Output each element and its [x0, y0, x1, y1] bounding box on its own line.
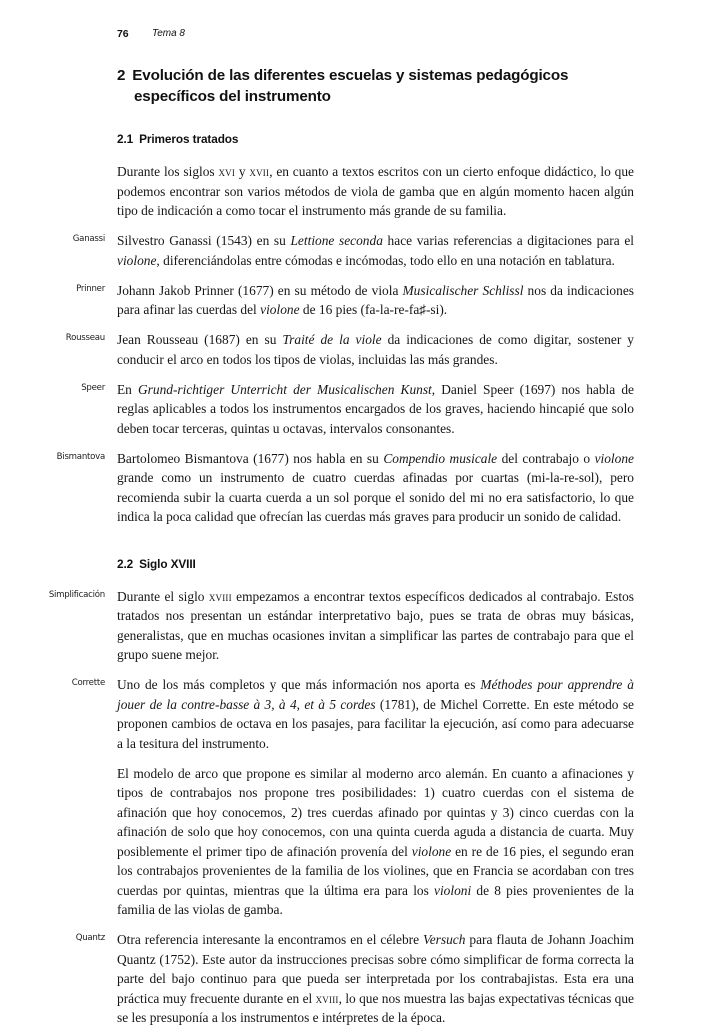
text-run: Uno de los más completos y que más información nos aporta es [117, 677, 481, 692]
text-run: En [117, 381, 138, 397]
italic-title-run: violone [260, 302, 300, 317]
italic-title-run: Lettione seconda [290, 233, 383, 248]
space-after-subsection-heading [117, 572, 634, 587]
space-between-paragraphs [117, 320, 634, 331]
text-run: da indicaciones de como digitar, sostener y conducir el arco en todos los tipos de violas, incluidas las más grandes. [117, 332, 634, 367]
page-number: 76 [117, 28, 129, 40]
section-content-flow [48, 107, 634, 1028]
small-caps-numeral: xvi [218, 164, 236, 179]
space-after-subsection-heading [117, 147, 634, 162]
body-paragraph [48, 587, 634, 665]
text-run: de 8 pies provenientes de la familia de las violas de gamba. [117, 882, 634, 917]
subsection-heading [117, 557, 634, 572]
body-paragraph [56, 449, 634, 527]
body-paragraph [81, 380, 634, 439]
text-run: , Daniel Speer (1697) nos habla de reglas aplicables a todos los instrumentos encargados de los graves, haciendo hincapié que solo deben tocar terceras, quintas u octavas, intervalos consonantes. [117, 381, 634, 436]
text-run: grande como un instrumento de cuatro cuerdas afinadas por cuartas (mi-la-re-sol), pero recomienda subir la cuarta cuerda a un sol porque el sonido del mi no era satisfactorio, lo que indica la poca calidad que ofrecían las cuerdas más graves para producir un sonido de calidad. [117, 470, 634, 524]
text-run: Durante los siglos [117, 164, 219, 179]
section-number: 2 [117, 67, 126, 84]
margin-note: Quantz [75, 933, 105, 943]
italic-title-run: violone [594, 450, 634, 466]
body-paragraph [76, 281, 634, 320]
body-paragraph [71, 675, 634, 753]
running-head-title: Tema 8 [152, 28, 185, 39]
space-before-subsection-heading [117, 527, 634, 557]
small-caps-numeral: xviii [315, 990, 339, 1006]
italic-title-run: violone [117, 252, 157, 268]
text-run: Otra referencia interesante la encontramos en el célebre [117, 932, 424, 947]
space-between-paragraphs [117, 753, 634, 764]
italic-title-run: Compendio musicale [383, 450, 498, 466]
text-run: hace varias referencias a digitaciones para el [382, 233, 634, 248]
italic-title-run: violone [411, 843, 452, 859]
margin-note: Ganassi [72, 234, 105, 244]
body-paragraph [117, 764, 634, 920]
margin-note: Corrette [71, 678, 105, 688]
subsection-title: Primeros tratados [139, 132, 239, 146]
small-caps-numeral: xvii [249, 164, 270, 179]
body-paragraph [65, 330, 634, 369]
italic-title-run: Grund-richtiger Unterricht der Musicalischen Kunst [138, 381, 432, 397]
text-run: , diferenciándolas entre cómodas e incómodas, todo ello en una notación en tablatura. [156, 252, 615, 268]
text-run: Johann Jakob Prinner (1677) en su método de viola [117, 282, 403, 298]
text-run: El modelo de arco que propone es similar al moderno arco alemán. En cuanto a afinaciones y tipos de contrabajos nos propone tres posibilidades: 1) cuatro cuerdas con el sistema de afinación que hoy conocemos, 2) tres cuerdas afinado por quintas y 3) cinco cuerdas con la afinación de solo que hoy conocemos, con una quinta cuerda aguda a distancia de cuarta. Muy posiblemente el primer tipo de afinación provenía del [117, 765, 634, 859]
subsection-number: 2.2 [117, 556, 134, 571]
subsection-title: Siglo XVIII [139, 556, 196, 571]
text-run: Bartolomeo Bismantova (1677) nos habla en su [117, 450, 384, 466]
space-between-paragraphs [117, 369, 634, 380]
text-run: (1781), de Michel Corrette. En este método se proponen cambios de octava en los pasajes, para facilitar la ejecución, así como para adecuarse a la tesitura del instrumento. [117, 696, 634, 751]
space-between-paragraphs [117, 221, 634, 232]
italic-title-run: violoni [434, 882, 472, 898]
text-run: empezamos a encontrar textos específicos dedicados al contrabajo. Estos tratados nos presentan un estándar interpretativo bajo, pues se trata de obras muy básicas, generalistas, que en muchas ocasiones invitan a simplificar las partes de contrabajo para que el grupo suene mejor. [117, 588, 634, 662]
italic-title-run: Traité de la viole [282, 332, 382, 347]
margin-note: Bismantova [56, 451, 105, 462]
text-run: de 16 pies (fa-la-re-fa♯-si). [299, 302, 448, 317]
body-paragraph [117, 162, 634, 221]
italic-title-run: Musicalischer Schlissl [402, 282, 524, 298]
space-between-paragraphs [117, 438, 634, 449]
section-heading [117, 66, 634, 107]
running-head [0, 28, 723, 46]
space-between-paragraphs [117, 665, 634, 676]
text-run: para flauta de Johann Joachim Quantz (1752). Este autor da instrucciones precisas sobre cómo simplificar de forma correcta la parte del bajo continuo para que pueda ser interpretada por los contrabajistas. Esta era una práctica muy frecuente durante en el [117, 932, 634, 1006]
margin-note: Rousseau [65, 333, 105, 343]
body-paragraph [75, 930, 634, 1028]
margin-note: Simplificación [48, 589, 105, 600]
space-after-section-heading [117, 107, 634, 132]
italic-title-run: Versuch [423, 932, 466, 947]
space-between-paragraphs [117, 270, 634, 281]
margin-note: Speer [81, 382, 105, 393]
italic-title-run: Méthodes pour apprendre à jouer de la contre-basse à 3, à 4, et à 5 cordes [117, 677, 634, 712]
subsection-heading [117, 132, 634, 147]
text-run: Silvestro Ganassi (1543) en su [117, 233, 291, 248]
text-run: Durante el siglo [117, 588, 209, 604]
section-title: Evolución de las diferentes escuelas y sistemas pedagógicos específicos del instrumento [132, 67, 569, 105]
small-caps-numeral: xviii [208, 588, 232, 604]
text-run: nos da indicaciones para afinar las cuerdas del [117, 282, 634, 317]
text-run: del contrabajo o [497, 450, 595, 466]
body-text-column [48, 66, 634, 1028]
margin-note: Prinner [76, 283, 105, 294]
text-run: , en cuanto a textos escritos con un cierto enfoque didáctico, lo que podemos encontrar son varios métodos de viola de gamba que en algún momento hacen algún tipo de indicación a como tocar el instrumento más grande de su familia. [117, 164, 634, 218]
text-run: , lo que nos muestra las bajas expectativas técnicas que se les presuponía a los instrumentos e intérpretes de la época. [117, 990, 634, 1025]
text-run: y [235, 164, 250, 179]
body-paragraph [72, 231, 634, 270]
space-between-paragraphs [117, 920, 634, 931]
text-run: en re de 16 pies, el segundo eran los contrabajos provenientes de la familia de los violines, que en Francia se acordaban con tres cuerdas por quintas, mientras que la última era para los [117, 843, 634, 898]
subsection-number: 2.1 [117, 132, 134, 146]
text-run: Jean Rousseau (1687) en su [117, 332, 283, 347]
